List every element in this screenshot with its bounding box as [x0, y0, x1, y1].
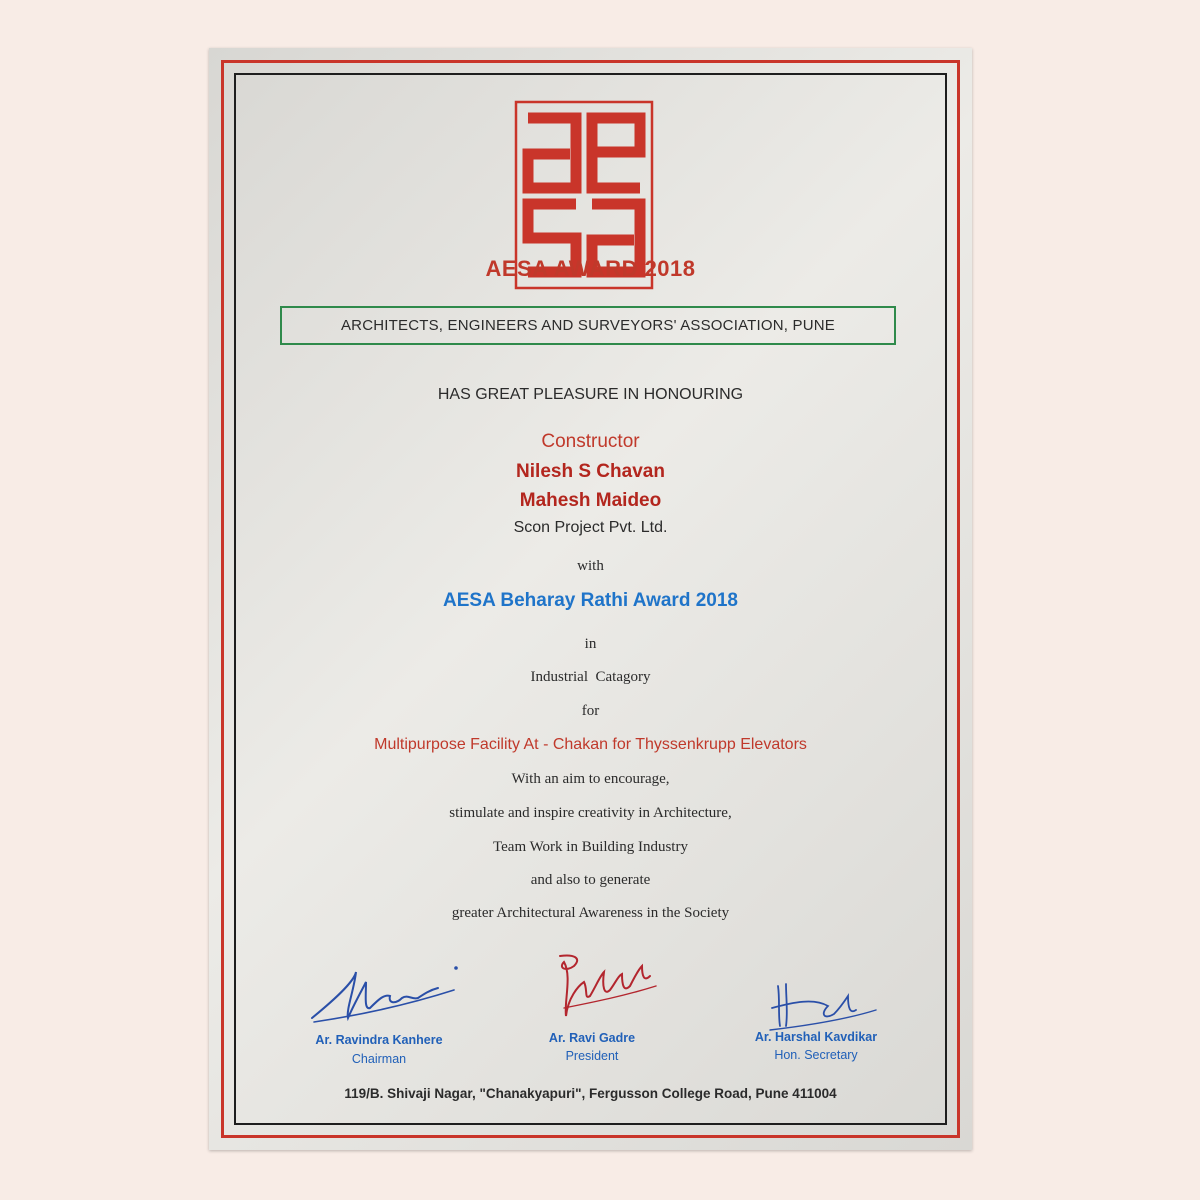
- president-signature: [544, 946, 664, 1026]
- award-category: Industrial Catagory: [530, 669, 651, 685]
- chairman-signature: [304, 960, 464, 1030]
- association-address: 119/B. Shivaji Nagar, "Chanakyapuri", Fergusson College Road, Pune 411004: [344, 1086, 837, 1101]
- recipient-name: Mahesh Maideo: [519, 490, 662, 511]
- signatory-role: Hon. Secretary: [774, 1048, 858, 1062]
- award-name: AESA Beharay Rathi Award 2018: [443, 590, 738, 611]
- signatory-name: Ar. Ravindra Kanhere: [315, 1033, 443, 1047]
- signatory-role: President: [565, 1049, 619, 1063]
- association-name: ARCHITECTS, ENGINEERS AND SURVEYORS' ASSOCIATION, PUNE: [280, 306, 896, 345]
- recipient-name: Nilesh S Chavan: [516, 461, 665, 482]
- recipient-company: Scon Project Pvt. Ltd.: [513, 519, 668, 536]
- aim-line: With an aim to encourage,: [511, 771, 670, 787]
- for-text: for: [581, 703, 600, 719]
- signatory-name: Ar. Harshal Kavdikar: [754, 1030, 878, 1044]
- award-title: AESA AWARD 2018: [485, 256, 696, 281]
- project-name: Multipurpose Facility At - Chakan for Thyssenkrupp Elevators: [374, 736, 807, 753]
- aim-line: and also to generate: [530, 872, 651, 888]
- signatory-role: Chairman: [351, 1052, 407, 1066]
- aim-line: stimulate and inspire creativity in Architecture,: [449, 805, 732, 821]
- recipient-role: Constructor: [541, 431, 640, 452]
- with-text: with: [577, 558, 604, 574]
- aim-line: Team Work in Building Industry: [493, 839, 688, 855]
- certificate: [209, 48, 972, 1150]
- signatory-name: Ar. Ravi Gadre: [548, 1031, 636, 1045]
- aim-line: greater Architectural Awareness in the Society: [451, 905, 730, 921]
- in-text: in: [584, 636, 597, 652]
- honouring-text: HAS GREAT PLEASURE IN HONOURING: [437, 386, 744, 403]
